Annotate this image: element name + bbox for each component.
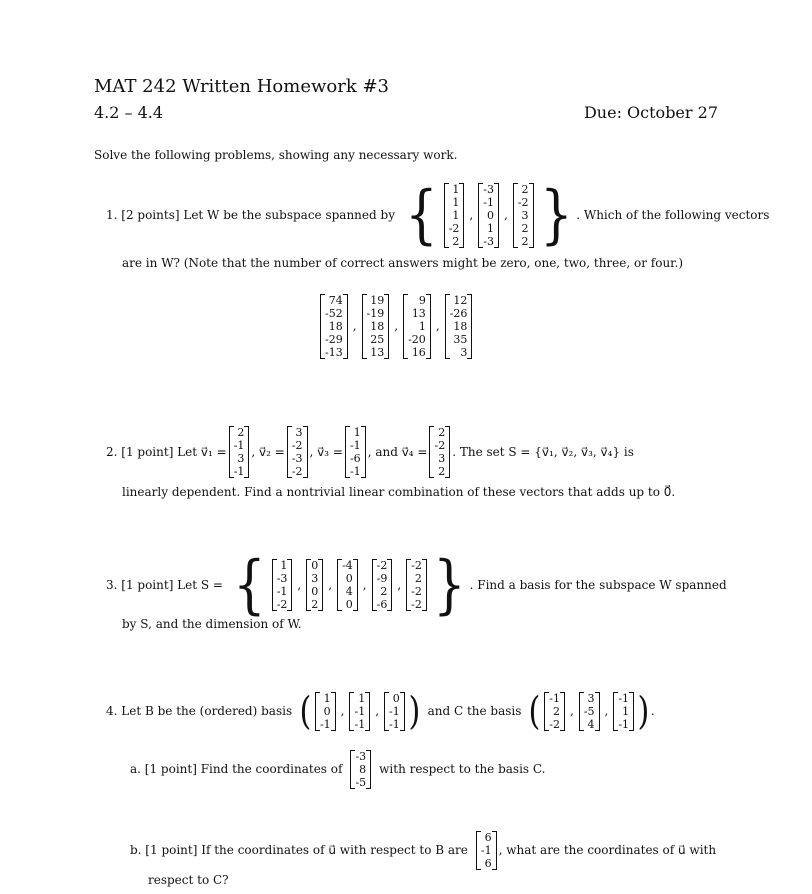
set-vector-5: -2 2 -2 -2	[406, 559, 427, 611]
p4a-lead: a. [1 point] Find the coordinates of	[130, 762, 343, 776]
basis-b-vector-3: 0 -1 -1	[384, 692, 405, 731]
problem-4b-statement	[130, 826, 716, 874]
basis-c-vector-1: -1 2 -2	[544, 692, 565, 731]
p3-lead: 3. [1 point] Let S =	[106, 578, 223, 592]
candidate-vector-3: 9 13 1 -20 16	[403, 294, 431, 359]
problem-1-statement: 1. [2 points] Let W be the subspace spanned by { 1 1 1 -2 2 , -3 -1 0 1 -3 , 2 -2 3 2 2 } . Which of the following vectors	[106, 178, 770, 252]
vector-v1: 2 -1 3 -1	[229, 426, 250, 478]
candidate-vector-2: 19 -19 18 25 13	[362, 294, 390, 359]
problem-4a-statement	[130, 745, 545, 793]
p4-tail: .	[650, 704, 655, 718]
v2-label: , v⃗₂ =	[251, 445, 285, 459]
p4-lead: 4. Let B be the (ordered) basis	[106, 704, 293, 718]
instructions: Solve the following problems, showing any necessary work.	[94, 148, 458, 162]
v4-label: , and v⃗₄ =	[367, 445, 428, 459]
left-paren: (	[528, 689, 541, 733]
problem-3-statement: 3. [1 point] Let S = { 1 -3 -1 -2 , 0 3 0 2 , -4 0 4 0 , -2 -9 2 -6 , -2 2 -2 -2 } . Find a basis for the subspace W spanned	[106, 548, 727, 622]
p3-tail: . Find a basis for the subspace W spanned	[469, 578, 727, 592]
basis-c-vector-2: 3 -5 4	[579, 692, 600, 731]
problem-2-statement	[106, 421, 634, 483]
right-paren: )	[408, 689, 421, 733]
p1-lead: 1. [2 points] Let W be the subspace spanned by	[106, 208, 395, 222]
vector-v3: 1 -1 -6 -1	[345, 426, 366, 478]
due-date: Due: October 27	[583, 103, 718, 122]
set-vector-1: 1 -3 -1 -2	[272, 559, 293, 611]
right-brace: }	[432, 548, 466, 622]
set-vector-4: -2 -9 2 -6	[372, 559, 393, 611]
p2-lead: 2. [1 point] Let v⃗₁ =	[106, 445, 227, 459]
candidate-vector-1: 74 -52 18 -29 -13	[320, 294, 348, 359]
page-title: MAT 242 Written Homework #3	[94, 76, 390, 97]
right-brace: }	[539, 178, 573, 252]
basis-b-vector-1: 1 0 -1	[315, 692, 336, 731]
span-vector-3: 2 -2 3 2 2	[513, 183, 534, 248]
span-vector-2: -3 -1 0 1 -3	[478, 183, 499, 248]
p4a-vector: -3 8 -5	[350, 750, 371, 789]
p4b-lead: b. [1 point] If the coordinates of u⃗ with respect to B are	[130, 843, 468, 857]
p4a-tail: with respect to the basis C.	[379, 762, 546, 776]
problem-4-statement: 4. Let B be the (ordered) basis ( 1 0 -1 , 1 -1 -1 , 0 -1 -1 ) and C the basis ( -1 2 -2 , 3 -5 4 , -1 1 -1 ) .	[106, 689, 655, 733]
p3-line2: by S, and the dimension of W.	[122, 617, 302, 631]
p4b-tail: , what are the coordinates of u⃗ with	[498, 843, 717, 857]
vector-v2: 3 -2 -3 -2	[287, 426, 308, 478]
left-brace: {	[233, 548, 266, 622]
section-range: 4.2 – 4.4	[94, 103, 164, 122]
p2-line2: linearly dependent. Find a nontrivial linear combination of these vectors that adds up to 0⃗.	[122, 485, 676, 499]
p2-tail: . The set S = {v⃗₁, v⃗₂, v⃗₃, v⃗₄} is	[452, 445, 634, 459]
right-paren: )	[637, 689, 650, 733]
candidate-vector-4: 12 -26 18 35 3	[445, 294, 473, 359]
p1-tail: . Which of the following vectors	[576, 208, 770, 222]
left-brace: {	[405, 178, 438, 252]
set-vector-2: 0 3 0 2	[306, 559, 323, 611]
basis-b-vector-2: 1 -1 -1	[349, 692, 370, 731]
candidate-vectors: 74 -52 18 -29 -13 , 19 -19 18 25 13 , 9 13 1 -20 16 , 12 -26 18 35 3	[318, 286, 474, 366]
basis-c-vector-3: -1 1 -1	[613, 692, 634, 731]
p4-mid: and C the basis	[427, 704, 522, 718]
span-vector-1: 1 1 1 -2 2	[444, 183, 465, 248]
v3-label: , v⃗₃ =	[309, 445, 343, 459]
left-paren: (	[299, 689, 312, 733]
set-vector-3: -4 0 4 0	[337, 559, 358, 611]
p4b-line2: respect to C?	[148, 873, 229, 887]
p4b-vector: 6 -1 6	[476, 831, 497, 870]
vector-v4: 2 -2 3 2	[429, 426, 450, 478]
p1-line2: are in W? (Note that the number of correct answers might be zero, one, two, three, or four.)	[122, 256, 684, 270]
